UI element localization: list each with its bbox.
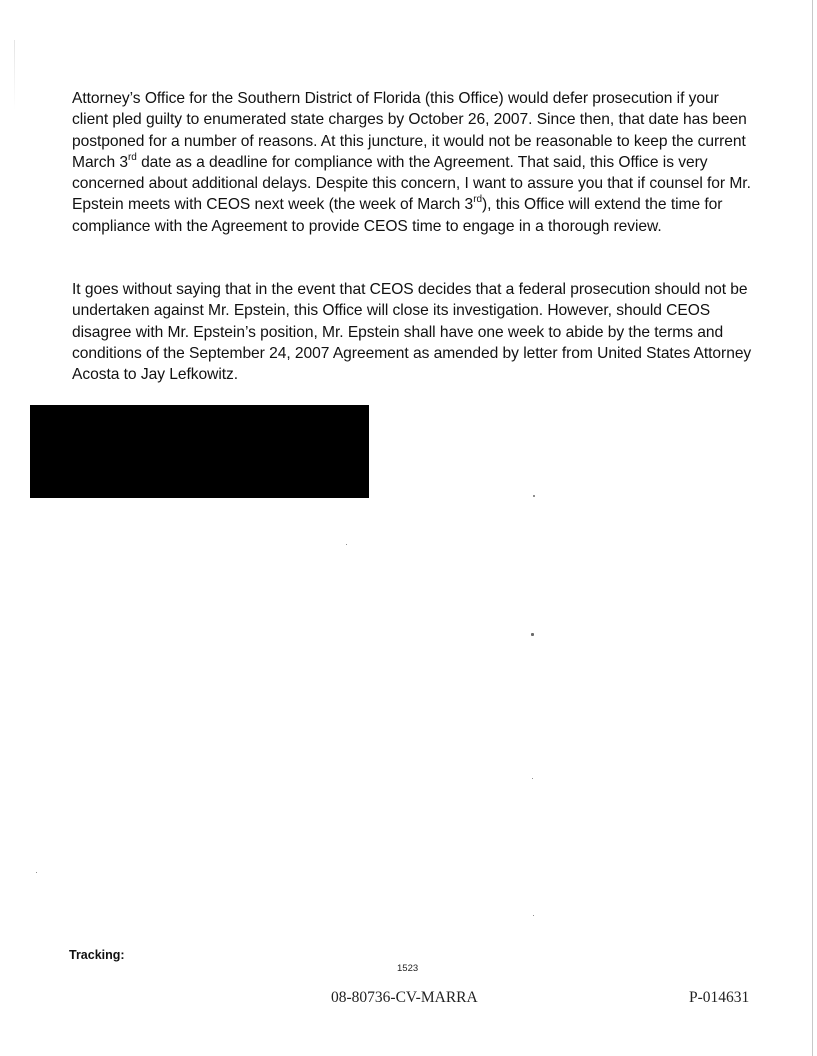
- scan-artifact: [532, 778, 533, 779]
- scan-artifact: [36, 872, 37, 873]
- ordinal-suffix: rd: [473, 194, 482, 206]
- ordinal-suffix: rd: [127, 151, 137, 163]
- redaction-block: [30, 405, 369, 498]
- scan-artifact: [531, 633, 534, 636]
- scan-artifact: [14, 40, 15, 110]
- scan-artifact: [346, 544, 347, 545]
- page-number: 1523: [397, 963, 419, 974]
- scan-artifact: [533, 915, 534, 916]
- page-edge-line: [812, 0, 813, 1056]
- paragraph-1-text-a: Attorney’s Office for the Southern District of Florida (this Office) would defer prosecution if your client pled guilty to enumerated state charges by October 26, 2007. Since then, that date has been postponed for a number of reasons. At this juncture, it would not be reasonable to keep the current March 3: [72, 90, 747, 171]
- bates-number: P-014631: [689, 989, 750, 1006]
- paragraph-1-text-b: date as a deadline for compliance with the Agreement. That said, this Office is very concerned about additional delays. Despite this concern, I want to assure you that if counsel for Mr. Epstein meets with CEOS next week (the week of March 3: [72, 153, 751, 214]
- case-number: 08-80736-CV-MARRA: [331, 989, 478, 1006]
- scan-artifact: [533, 495, 535, 497]
- paragraph-1-text-c: ), this Office will extend the time for compliance with the Agreement to provide CEOS time to engage in a thorough review.: [72, 196, 723, 235]
- tracking-label: Tracking:: [69, 948, 125, 962]
- letter-paragraph-1: [72, 88, 752, 237]
- letter-paragraph-2: It goes without saying that in the event that CEOS decides that a federal prosecution should not be undertaken against Mr. Epstein, this Office will close its investigation. However, should CEOS disagree with Mr. Epstein’s position, Mr. Epstein shall have one week to abide by the terms and conditions of the September 24, 2007 Agreement as amended by letter from United States Attorney Acosta to Jay Lefkowitz.: [72, 281, 752, 384]
